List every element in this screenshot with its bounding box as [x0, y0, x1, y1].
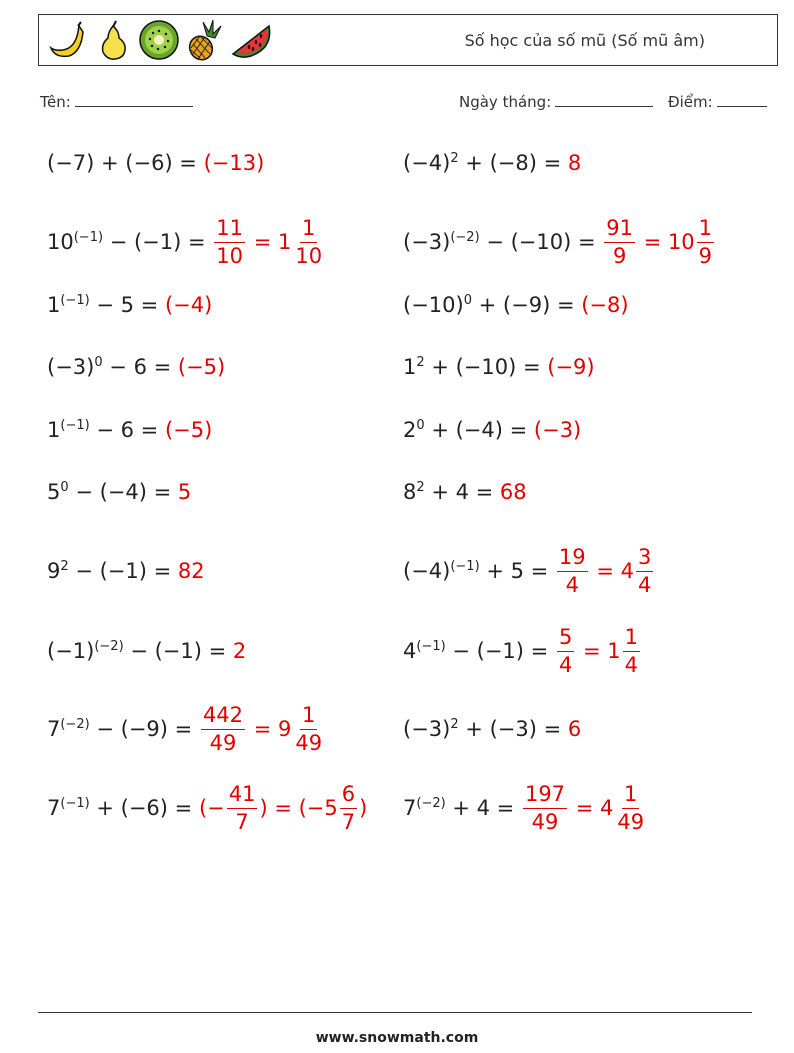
exponent: (−2) [450, 230, 480, 245]
problem-right-3 [403, 275, 629, 335]
answer-mixed-fraction-numerator: 1 [300, 217, 317, 242]
answer-mixed-fraction-numerator: 3 [636, 546, 653, 571]
operation: − 5 = [89, 293, 165, 317]
operation: − 6 = [89, 418, 165, 442]
operation: − (−1) = [68, 559, 178, 583]
base: 8 [403, 480, 417, 504]
answer-mixed-fraction-numerator: 1 [697, 217, 714, 242]
answer-mixed-fraction [293, 217, 324, 266]
expression [47, 639, 233, 663]
exponent: (−1) [450, 559, 480, 574]
problem-left-8 [47, 621, 246, 681]
expression [47, 293, 165, 317]
exponent: (−1) [60, 418, 90, 433]
problem-right-10 [403, 778, 648, 838]
exponent: 0 [94, 355, 103, 370]
answer: (−5) [177, 355, 226, 379]
exponent: 2 [450, 151, 459, 166]
answer: 8 [567, 151, 582, 175]
base: (−4) [403, 151, 451, 175]
answer: (−8) [581, 293, 629, 317]
name-label: Tên: [40, 93, 71, 111]
answer-mixed-whole: = 10 [637, 230, 695, 254]
problem-right-9 [403, 699, 581, 759]
answer-mixed-fraction-denominator: 49 [617, 809, 645, 834]
answer-fraction-numerator: 19 [557, 546, 588, 571]
answer-mixed-fraction [697, 217, 714, 266]
problem-left-4 [47, 337, 225, 397]
operation: + (−3) = [458, 717, 568, 741]
expression [47, 796, 199, 820]
answer-mixed-fraction-numerator: 1 [623, 626, 640, 651]
pineapple-icon [183, 18, 227, 62]
problem-right-7 [403, 541, 655, 601]
score-blank[interactable] [717, 92, 767, 107]
answer-fraction [557, 546, 588, 595]
operation: + (−9) = [471, 293, 582, 317]
answer-fraction [557, 626, 574, 675]
expression [403, 355, 547, 379]
base: 2 [403, 418, 417, 442]
expression [47, 717, 199, 741]
exponent: 2 [450, 717, 459, 732]
answer-fraction-denominator: 7 [235, 809, 249, 834]
answer: (−5) [164, 418, 213, 442]
answer-mixed-whole: = 4 [569, 796, 614, 820]
answer-mixed-fraction-denominator: 4 [637, 572, 652, 597]
expression [403, 480, 500, 504]
answer-fraction-numerator: 91 [604, 217, 635, 242]
answer-fraction [604, 217, 635, 266]
answer-mixed-fraction-numerator: 1 [622, 783, 639, 808]
name-blank[interactable] [75, 92, 193, 107]
answer-mixed-fraction-numerator: 1 [300, 704, 317, 729]
answer-fraction [523, 783, 567, 832]
expression [47, 230, 212, 254]
problem-right-5 [403, 400, 581, 460]
exponent: (−1) [416, 639, 446, 654]
base: (−3) [403, 717, 451, 741]
exponent: (−2) [94, 639, 124, 654]
problem-right-8 [403, 621, 642, 681]
problem-left-1 [47, 133, 264, 193]
answer: 2 [232, 639, 247, 663]
answer-mixed-fraction-denominator: 7 [341, 809, 356, 834]
exponent: 2 [60, 559, 69, 574]
operation: − 6 = [102, 355, 178, 379]
answer: 82 [177, 559, 205, 583]
base: 9 [47, 559, 61, 583]
pear-icon [91, 18, 135, 62]
expression [47, 151, 204, 175]
answer: 6 [567, 717, 582, 741]
base: (−3) [403, 230, 451, 254]
problem-right-1 [403, 133, 581, 193]
answer-fraction-denominator: 4 [565, 572, 579, 597]
answer-fraction-numerator: 5 [557, 626, 574, 651]
base: 1 [403, 355, 417, 379]
answer-fraction [201, 704, 245, 753]
answer-mixed-fraction [615, 783, 646, 832]
kiwi-icon [137, 18, 181, 62]
problem-right-4 [403, 337, 595, 397]
answer-mixed-whole: ) = (−5 [259, 796, 338, 820]
problem-right-2 [403, 212, 716, 272]
answer: (−13) [203, 151, 265, 175]
operation: + (−4) = [424, 418, 534, 442]
expression [403, 151, 568, 175]
answer-mixed-whole: = 1 [247, 230, 292, 254]
operation: − (−1) = [123, 639, 233, 663]
operation: − (−1) = [103, 230, 213, 254]
score-label: Điểm: [668, 93, 713, 111]
exponent: (−2) [416, 796, 446, 811]
expression [403, 293, 581, 317]
exponent: (−1) [73, 230, 104, 245]
operation: + (−6) = [89, 796, 199, 820]
base: 7 [47, 717, 61, 741]
expression [403, 230, 602, 254]
problem-left-5 [47, 400, 212, 460]
answer-fraction-denominator: 10 [216, 243, 244, 268]
answer-fraction [214, 217, 245, 266]
base: (−4) [403, 559, 451, 583]
problem-left-9 [47, 699, 326, 759]
worksheet-title: Số học của số mũ (Số mũ âm) [464, 31, 705, 50]
answer-prefix: (− [198, 796, 225, 820]
problem-left-10 [47, 778, 367, 838]
watermelon-icon [229, 18, 273, 62]
problem-left-2 [47, 212, 326, 272]
answer-fraction-denominator: 49 [531, 809, 559, 834]
answer-fraction-denominator: 9 [612, 243, 627, 268]
answer: (−9) [547, 355, 595, 379]
answer-fraction [227, 783, 258, 832]
base: 7 [403, 796, 417, 820]
answer-mixed-fraction [623, 626, 640, 675]
date-label: Ngày tháng: [459, 93, 552, 111]
problem-left-7 [47, 541, 205, 601]
answer: (−3) [533, 418, 582, 442]
base: (−3) [47, 355, 95, 379]
exponent: 0 [60, 480, 69, 495]
problem-left-6 [47, 462, 191, 522]
date-blank[interactable] [555, 92, 653, 107]
expression [47, 355, 178, 379]
answer-mixed-whole: = 1 [576, 639, 621, 663]
answer-fraction-denominator: 4 [558, 652, 573, 677]
answer-mixed-fraction-denominator: 49 [295, 730, 323, 755]
answer-fraction-numerator: 442 [201, 704, 245, 729]
base: 1 [47, 293, 61, 317]
base: 4 [403, 639, 417, 663]
expression [403, 639, 555, 663]
exponent: (−1) [60, 796, 90, 811]
answer-fraction-numerator: 41 [227, 783, 258, 808]
operation: − (−1) = [445, 639, 555, 663]
answer-mixed-fraction [636, 546, 653, 595]
operation: − (−10) = [479, 230, 603, 254]
expression [47, 480, 178, 504]
answer: (−4) [164, 293, 213, 317]
score-field[interactable] [668, 92, 767, 111]
answer-mixed-whole: = 4 [589, 559, 634, 583]
footer-url: www.snowmath.com [315, 1030, 479, 1046]
base: (−7) [47, 151, 95, 175]
answer-mixed-fraction-denominator: 10 [295, 243, 323, 268]
expression [403, 717, 568, 741]
name-field[interactable] [40, 92, 193, 111]
answer-fraction-denominator: 49 [209, 730, 237, 755]
operation: + (−10) = [424, 355, 548, 379]
answer-mixed-fraction-denominator: 9 [698, 243, 713, 268]
answer-mixed-whole: = 9 [247, 717, 292, 741]
answer: 68 [499, 480, 527, 504]
base: (−10) [403, 293, 464, 317]
footer-divider [38, 1012, 752, 1013]
operation: + (−8) = [458, 151, 568, 175]
answer-fraction-numerator: 197 [523, 783, 567, 808]
banana-icon [45, 18, 89, 62]
answer-mixed-fraction [293, 704, 324, 753]
operation: + (−6) = [94, 151, 204, 175]
exponent: (−1) [60, 293, 90, 308]
expression [403, 796, 521, 820]
problem-right-6 [403, 462, 527, 522]
exponent: 2 [416, 355, 425, 370]
base: 1 [47, 418, 61, 442]
exponent: 0 [463, 293, 472, 308]
header-box [38, 14, 778, 66]
operation: + 5 = [479, 559, 555, 583]
base: 10 [47, 230, 74, 254]
problem-left-3 [47, 275, 212, 335]
operation: + 4 = [424, 480, 500, 504]
expression [403, 418, 534, 442]
answer-mixed-fraction-denominator: 4 [624, 652, 638, 677]
answer-fraction-numerator: 11 [214, 217, 245, 242]
exponent: 0 [416, 418, 425, 433]
operation: − (−4) = [68, 480, 178, 504]
answer-mixed-fraction-numerator: 6 [340, 783, 357, 808]
expression [47, 559, 178, 583]
base: 7 [47, 796, 61, 820]
answer: 5 [177, 480, 192, 504]
answer-suffix: ) [359, 796, 368, 820]
answer-mixed-fraction [340, 783, 357, 832]
exponent: (−2) [60, 717, 90, 732]
operation: + 4 = [445, 796, 521, 820]
expression [403, 559, 555, 583]
base: 5 [47, 480, 61, 504]
base: (−1) [47, 639, 95, 663]
exponent: 2 [416, 480, 425, 495]
operation: − (−9) = [89, 717, 199, 741]
expression [47, 418, 165, 442]
date-field[interactable] [459, 92, 653, 111]
